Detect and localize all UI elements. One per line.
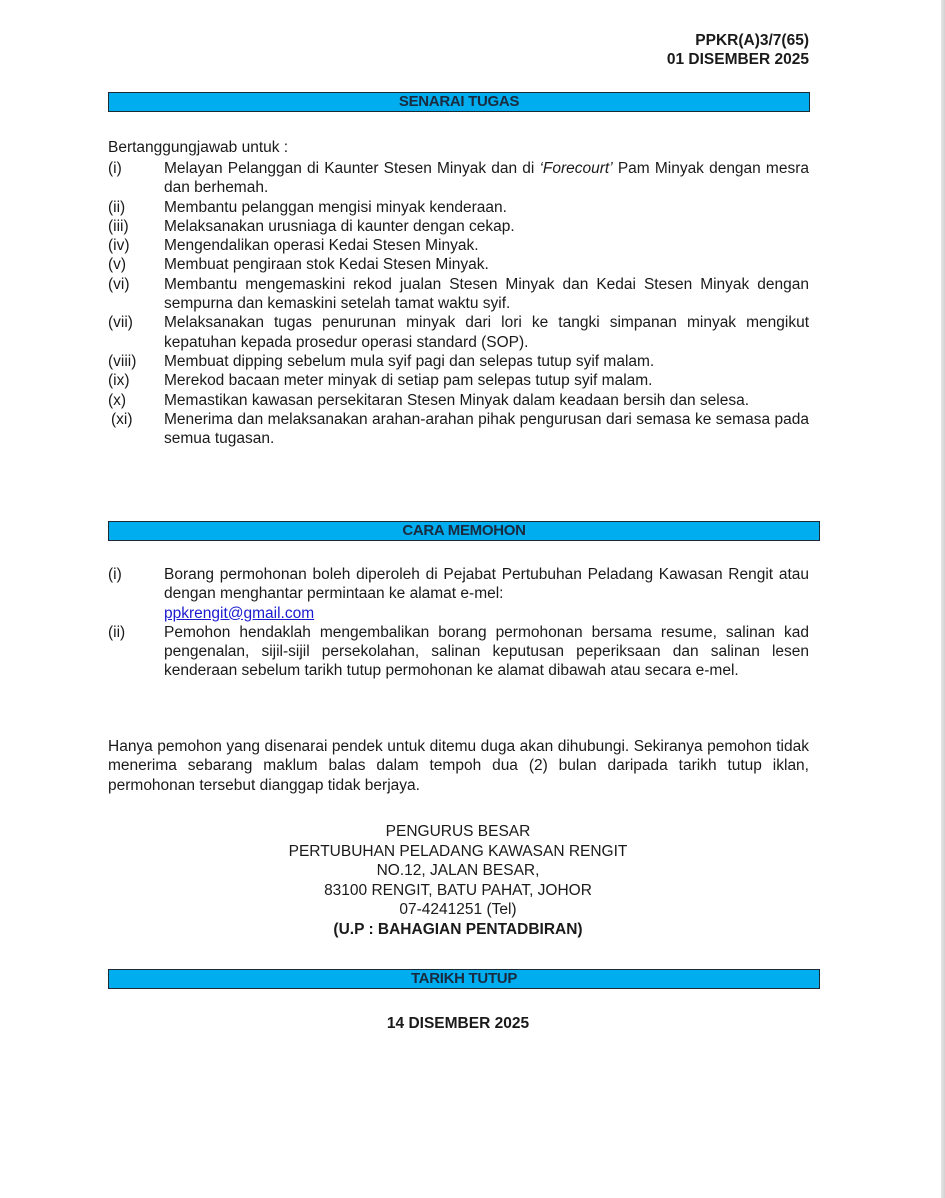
phone-line: 07-4241251 (Tel): [399, 901, 517, 918]
shortlist-note: Hanya pemohon yang disenarai pendek untuk ditemu duga akan dihubungi. Sekiranya pemohon tidak menerima sebarang maklum balas dalam tempoh dua (2) bulan daripada tarikh tutup iklan, permohonan tersebut dianggap tidak berjaya.: [108, 738, 809, 794]
item-text: Membantu mengemaskini rekod jualan Stesen Minyak dan Kedai Stesen Minyak dengan sempurna dan kemaskini setelah tamat waktu syif.: [164, 275, 809, 313]
item-number: (vi): [108, 275, 130, 293]
duties-list: [108, 159, 809, 448]
list-item: [108, 159, 809, 198]
item-text: Merekod bacaan meter minyak di setiap pam selepas tutup syif malam.: [164, 372, 653, 390]
item-text: Melaksanakan tugas penurunan minyak dari lori ke tangki simpanan minyak mengikut kepatuhan kepada prosedur operasi standard (SOP).: [164, 314, 809, 351]
item-text: Memastikan kawasan persekitaran Stesen Minyak dalam keadaan bersih dan selesa.: [164, 391, 750, 409]
item-number: (xi): [111, 410, 133, 428]
list-item: [108, 623, 809, 681]
email-link[interactable]: ppkrengit@gmail.com: [164, 604, 315, 622]
item-text: Melaksanakan urusniaga di kaunter dengan cekap.: [164, 217, 515, 235]
item-number: (iii): [108, 217, 129, 235]
document-date: 01 DISEMBER 2025: [666, 51, 809, 68]
list-item: [108, 410, 809, 449]
list-item: [108, 275, 809, 314]
item-number: (v): [108, 256, 127, 274]
item-number: (x): [108, 391, 127, 409]
address-line: 83100 RENGIT, BATU PAHAT, JOHOR: [324, 881, 592, 899]
list-item: [108, 391, 809, 410]
item-number: (viii): [108, 352, 137, 370]
document-header: [667, 31, 809, 69]
list-item: [108, 198, 809, 217]
item-number: (vii): [108, 314, 133, 332]
address-block: [0, 822, 916, 939]
item-text: Membantu pelanggan mengisi minyak kenderaan.: [164, 198, 507, 216]
item-text: Membuat dipping sebelum mula syif pagi dan selepas tutup syif malam.: [164, 352, 655, 370]
address-line: NO.12, JALAN BESAR,: [376, 862, 540, 879]
closing-date: 14 DISEMBER 2025: [386, 1015, 530, 1032]
duties-intro: Bertanggungjawab untuk :: [108, 139, 289, 156]
item-text: Borang permohonan boleh diperoleh di Pejabat Pertubuhan Peladang Kawasan Rengit atau dengan menghantar permintaan ke alamat e-mel: ppkrengit@gmail.com: [164, 566, 809, 622]
section-bar-apply: CARA MEMOHON: [108, 521, 820, 541]
list-item: [108, 255, 809, 274]
item-text: Pemohon hendaklah mengembalikan borang permohonan bersama resume, salinan kad pengenalan, sijil-sijil persekolahan, salinan keputusan peperiksaan dan salinan lesen kenderaan sebelum tarikh tutup permohonan ke alamat dibawah atau secara e-mel.: [164, 623, 809, 680]
reference-number: PPKR(A)3/7(65): [695, 32, 809, 49]
list-item: [108, 565, 809, 623]
list-item: [108, 371, 809, 390]
item-number: (ii): [108, 623, 126, 641]
apply-list: [108, 565, 809, 681]
item-number: (ix): [108, 372, 130, 390]
item-text: Menerima dan melaksanakan arahan-arahan pihak pengurusan dari semasa ke semasa pada semua tugasan.: [164, 410, 809, 448]
list-item: [108, 352, 809, 371]
list-item: [108, 313, 809, 352]
section-bar-duties: SENARAI TUGAS: [108, 92, 810, 112]
attention-line: (U.P : BAHAGIAN PENTADBIRAN): [333, 920, 583, 938]
page-edge: [941, 0, 945, 1198]
item-number: (i): [108, 160, 122, 177]
list-item: [108, 236, 809, 255]
list-item: [108, 217, 809, 236]
item-number: (ii): [108, 198, 126, 216]
address-line: PERTUBUHAN PELADANG KAWASAN RENGIT: [288, 842, 628, 860]
item-text: Mengendalikan operasi Kedai Stesen Minyak.: [164, 237, 479, 255]
item-text: Melayan Pelanggan di Kaunter Stesen Minyak dan di ‘Forecourt’ Pam Minyak dengan mesra dan berhemah.: [164, 160, 809, 197]
item-text: Membuat pengiraan stok Kedai Stesen Minyak.: [164, 256, 489, 274]
address-line: PENGURUS BESAR: [385, 823, 531, 840]
item-number: (i): [108, 566, 122, 583]
section-bar-closing: TARIKH TUTUP: [108, 969, 820, 989]
item-number: (iv): [108, 237, 130, 255]
